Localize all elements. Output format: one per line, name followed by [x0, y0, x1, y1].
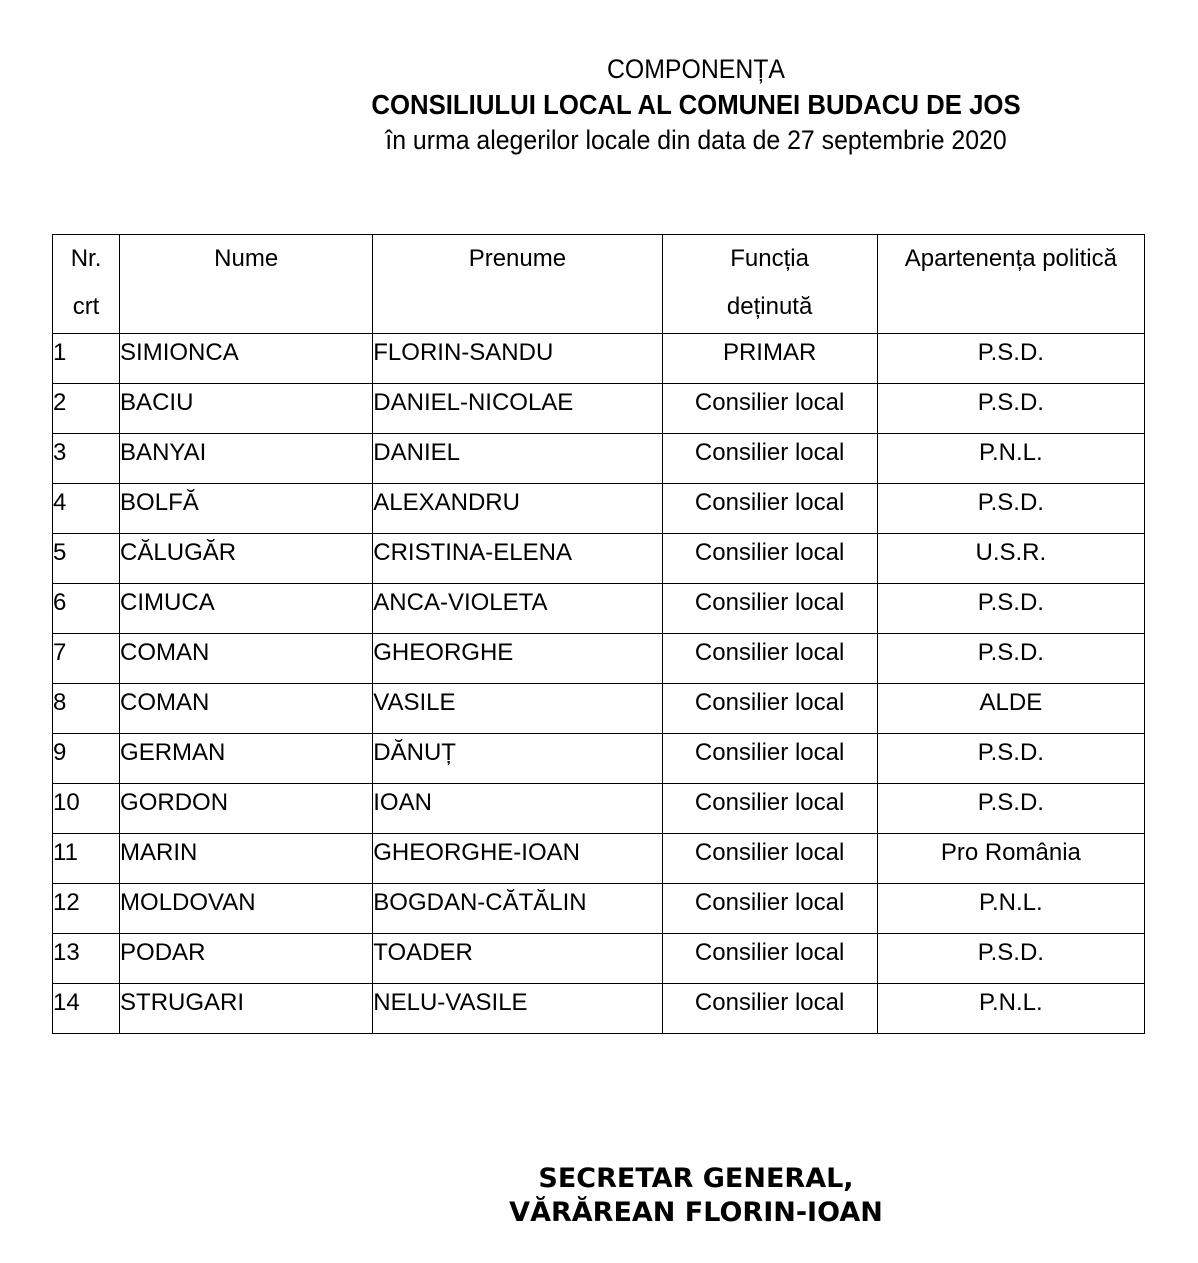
cell-prenume: VASILE: [373, 684, 662, 734]
cell-partid: P.S.D.: [877, 634, 1144, 684]
cell-partid: P.S.D.: [877, 384, 1144, 434]
cell-nume: GERMAN: [120, 734, 373, 784]
cell-functia: Consilier local: [662, 484, 877, 534]
table-row: [53, 984, 1145, 1034]
council-members-table: [52, 234, 1145, 1034]
cell-nume: CĂLUGĂR: [120, 534, 373, 584]
cell-partid: P.N.L.: [877, 434, 1144, 484]
cell-functia: Consilier local: [662, 884, 877, 934]
table-row: [53, 684, 1145, 734]
cell-nume: MOLDOVAN: [120, 884, 373, 934]
header-crt-label: crt: [72, 293, 100, 320]
cell-nr: 6: [53, 584, 120, 634]
cell-nume: MARIN: [120, 834, 373, 884]
cell-functia: Consilier local: [662, 434, 877, 484]
header-prenume: Prenume: [373, 235, 662, 334]
cell-functia: Consilier local: [662, 534, 877, 584]
cell-nr: 11: [53, 834, 120, 884]
cell-functia: PRIMAR: [662, 334, 877, 384]
header-nr-label: Nr.: [70, 245, 102, 272]
cell-partid: P.S.D.: [877, 584, 1144, 634]
cell-partid: P.N.L.: [877, 884, 1144, 934]
cell-partid: U.S.R.: [877, 534, 1144, 584]
cell-prenume: IOAN: [373, 784, 662, 834]
cell-functia: Consilier local: [662, 584, 877, 634]
cell-prenume: TOADER: [373, 934, 662, 984]
table-row: [53, 834, 1145, 884]
cell-prenume: CRISTINA-ELENA: [373, 534, 662, 584]
cell-prenume: DANIEL-NICOLAE: [373, 384, 662, 434]
table-row: [53, 434, 1145, 484]
cell-nr: 7: [53, 634, 120, 684]
cell-nume: STRUGARI: [120, 984, 373, 1034]
cell-partid: Pro România: [877, 834, 1144, 884]
signature-title: SECRETAR GENERAL,: [538, 1163, 854, 1194]
cell-partid: ALDE: [877, 684, 1144, 734]
cell-prenume: DANIEL: [373, 434, 662, 484]
cell-functia: Consilier local: [662, 684, 877, 734]
cell-nume: COMAN: [120, 634, 373, 684]
document-title-line-2: CONSILIULUI LOCAL AL COMUNEI BUDACU DE JOS: [371, 89, 1021, 120]
cell-prenume: ALEXANDRU: [373, 484, 662, 534]
cell-partid: P.S.D.: [877, 334, 1144, 384]
cell-nume: BACIU: [120, 384, 373, 434]
document-subtitle: în urma alegerilor locale din data de 27 septembrie 2020: [385, 125, 1007, 155]
cell-nume: GORDON: [120, 784, 373, 834]
cell-nr: 12: [53, 884, 120, 934]
cell-functia: Consilier local: [662, 734, 877, 784]
document-title-line-1: COMPONENȚA: [606, 54, 786, 84]
cell-prenume: NELU-VASILE: [373, 984, 662, 1034]
cell-nr: 3: [53, 434, 120, 484]
cell-nr: 4: [53, 484, 120, 534]
table-row: [53, 884, 1145, 934]
cell-partid: P.S.D.: [877, 484, 1144, 534]
cell-partid: P.S.D.: [877, 734, 1144, 784]
cell-functia: Consilier local: [662, 834, 877, 884]
cell-nume: PODAR: [120, 934, 373, 984]
cell-nr: 8: [53, 684, 120, 734]
table-row: [53, 384, 1145, 434]
table-row: [53, 484, 1145, 534]
cell-nume: COMAN: [120, 684, 373, 734]
cell-partid: P.S.D.: [877, 934, 1144, 984]
cell-nume: SIMIONCA: [120, 334, 373, 384]
cell-prenume: FLORIN-SANDU: [373, 334, 662, 384]
cell-nr: 1: [53, 334, 120, 384]
header-nr-crt: [53, 235, 120, 334]
signature-name: VĂRĂREAN FLORIN-IOAN: [509, 1197, 883, 1228]
cell-nr: 2: [53, 384, 120, 434]
cell-prenume: GHEORGHE: [373, 634, 662, 684]
table-row: [53, 534, 1145, 584]
cell-functia: Consilier local: [662, 634, 877, 684]
cell-nr: 13: [53, 934, 120, 984]
table-row: [53, 584, 1145, 634]
cell-functia: Consilier local: [662, 934, 877, 984]
cell-nr: 9: [53, 734, 120, 784]
table-row: [53, 634, 1145, 684]
table-row: [53, 784, 1145, 834]
header-nume: Nume: [120, 235, 373, 334]
cell-prenume: DĂNUȚ: [373, 734, 662, 784]
cell-functia: Consilier local: [662, 984, 877, 1034]
cell-functia: Consilier local: [662, 384, 877, 434]
cell-partid: P.N.L.: [877, 984, 1144, 1034]
cell-nr: 14: [53, 984, 120, 1034]
cell-partid: P.S.D.: [877, 784, 1144, 834]
header-functia-label: Funcția: [730, 245, 809, 272]
header-detinuta-label: deținută: [726, 293, 813, 320]
table-row: [53, 934, 1145, 984]
table-row: [53, 734, 1145, 784]
cell-nr: 10: [53, 784, 120, 834]
table-header-row: [53, 235, 1145, 334]
cell-nume: CIMUCA: [120, 584, 373, 634]
cell-nume: BANYAI: [120, 434, 373, 484]
cell-functia: Consilier local: [662, 784, 877, 834]
header-apartenenta: Apartenența politică: [877, 235, 1144, 334]
cell-prenume: ANCA-VIOLETA: [373, 584, 662, 634]
cell-nr: 5: [53, 534, 120, 584]
table-row: [53, 334, 1145, 384]
cell-nume: BOLFĂ: [120, 484, 373, 534]
cell-prenume: GHEORGHE-IOAN: [373, 834, 662, 884]
header-functia: [662, 235, 877, 334]
cell-prenume: BOGDAN-CĂTĂLIN: [373, 884, 662, 934]
